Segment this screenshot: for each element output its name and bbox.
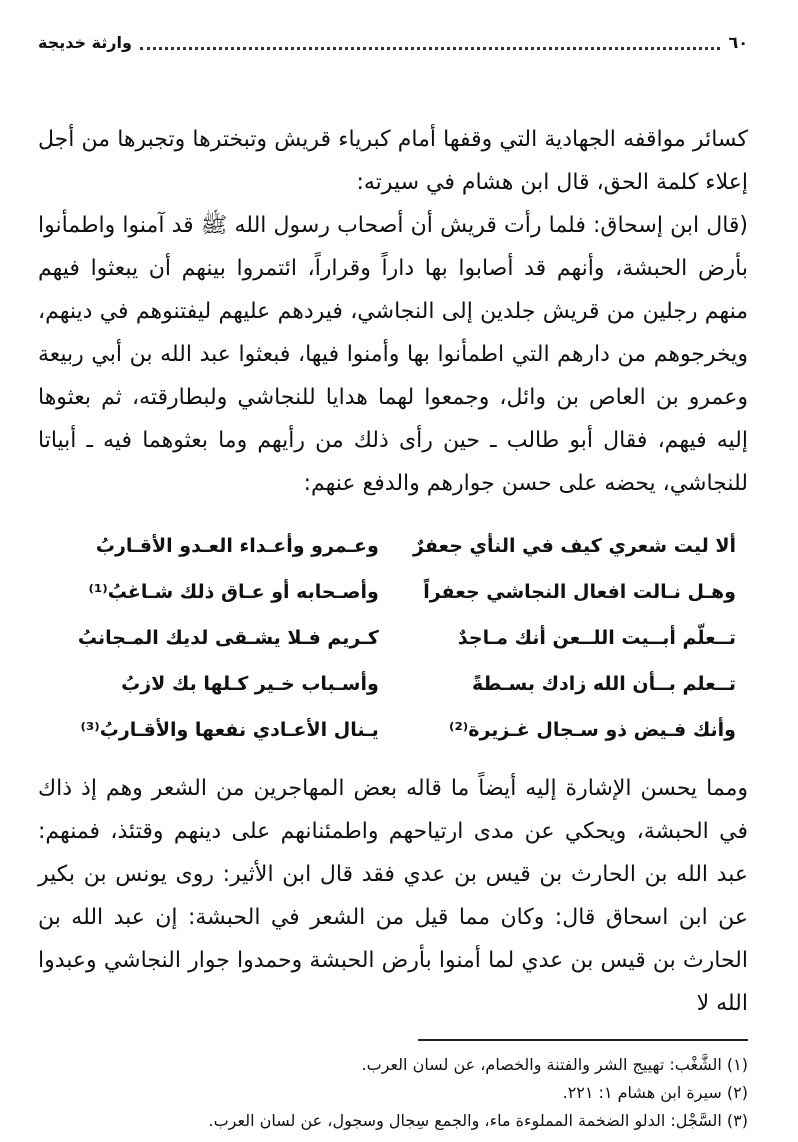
footnote-1: (١) الشَّغْب: تهييج الشر والفتنة والخصام، عن لسان العرب. — [361, 1055, 748, 1074]
poem-verse — [38, 707, 748, 753]
verse-first-hemistich: ألا ليت شعري كيف في النأي جعفرٌ — [413, 535, 736, 557]
verse-first-hemistich: وهـل نـالت افعال النجاشي جعفراً — [423, 581, 736, 603]
page-header — [38, 30, 748, 54]
footnote-2: (٢) سيرة ابن هشام ١: ٢٢١. — [562, 1083, 748, 1102]
paragraph-1: كسائر مواقفه الجهادية التي وقفها أمام كبرياء قريش وتبخترها وتجبرها من أجل إعلاء كلمة الحق، قال ابن هشام في سيرته: — [38, 127, 748, 195]
paragraph-2: (قال ابن إسحاق: فلما رأت قريش أن أصحاب رسول الله ﷺ قد آمنوا واطمأنوا بأرض الحبشة، وأنهم قد أصابوا بها داراً وقراراً، ائتمروا بينهم أن يبعثوا فيهم منهم رجلين من قريش جلدين إلى النجاشي، فيردهم عليهم ليفتنوهم في دينهم، ويخرجوهم من دارهم التي اطمأنوا بها وأمنوا فيها، فبعثوا عبد الله بن أبي ربيعة وعمرو بن العاص بن وائل، وجمعوا لهما هدايا للنجاشي ولبطارقته، ثم بعثوها إليه فيهم، فقال أبو طالب ـ حين رأى ذلك من رأيهم وما بعثوهما فيه ـ أبياتا للنجاشي، يحضه على حسن جوارهم والدفع عنهم: — [38, 213, 748, 496]
book-page — [38, 30, 748, 1130]
paragraph-3: ومما يحسن الإشارة إليه أيضاً ما قاله بعض المهاجرين من الشعر وهم إذ ذاك في الحبشة، ويحكي عن مدى ارتياحهم واطمئنانهم على دينهم وقتئذ، فمنهم: عبد الله بن الحارث بن قيس بن عدي فقد قال ابن الأثير: روى يونس بن بكير عن ابن اسحاق قال: وكان مما قيل من الشعر في الحبشة: إن عبد الله بن الحارث بن قيس بن عدي لما أمنوا بأرض الحبشة وحمدوا جوار النجاشي وعبدوا الله لا — [38, 776, 748, 1016]
verse-second-hemistich: وعـمرو وأعـداء العـدو الأقـاربُ — [95, 535, 379, 557]
running-title: وارثة خديجة — [38, 32, 132, 52]
verse-second-hemistich: وأسـباب خـير كـلها بك لازبُ — [121, 673, 379, 695]
poem-verse — [38, 661, 748, 707]
footnote-3: (٣) السَّجْل: الدلو الضخمة المملوءة ماء، والجمع سِجال وسجول، عن لسان العرب. — [208, 1111, 748, 1130]
page-number: ٦٠ — [728, 32, 748, 52]
poem — [38, 523, 748, 753]
verse-first-hemistich: وأنك فـيض ذو سـجال غـزيرة⁽²⁾ — [448, 719, 736, 741]
verse-first-hemistich: تــعلم بــأن الله زادك بسـطةً — [472, 673, 736, 695]
footnote-divider — [418, 1039, 748, 1041]
poem-verse — [38, 615, 748, 661]
header-leader-dots — [140, 35, 721, 50]
verse-second-hemistich: كـريم فـلا يشـقى لديك المـجانبُ — [77, 627, 379, 649]
verse-second-hemistich: وأصـحابه أو عـاق ذلك شـاغبُ⁽¹⁾ — [88, 581, 379, 603]
poem-verse — [38, 569, 748, 615]
verse-first-hemistich: تــعلّم أبــيت اللــعن أنك مـاجدٌ — [457, 627, 736, 649]
poem-verse — [38, 523, 748, 569]
verse-second-hemistich: يـنال الأعـادي نفعها والأقـاربُ⁽³⁾ — [80, 719, 379, 741]
